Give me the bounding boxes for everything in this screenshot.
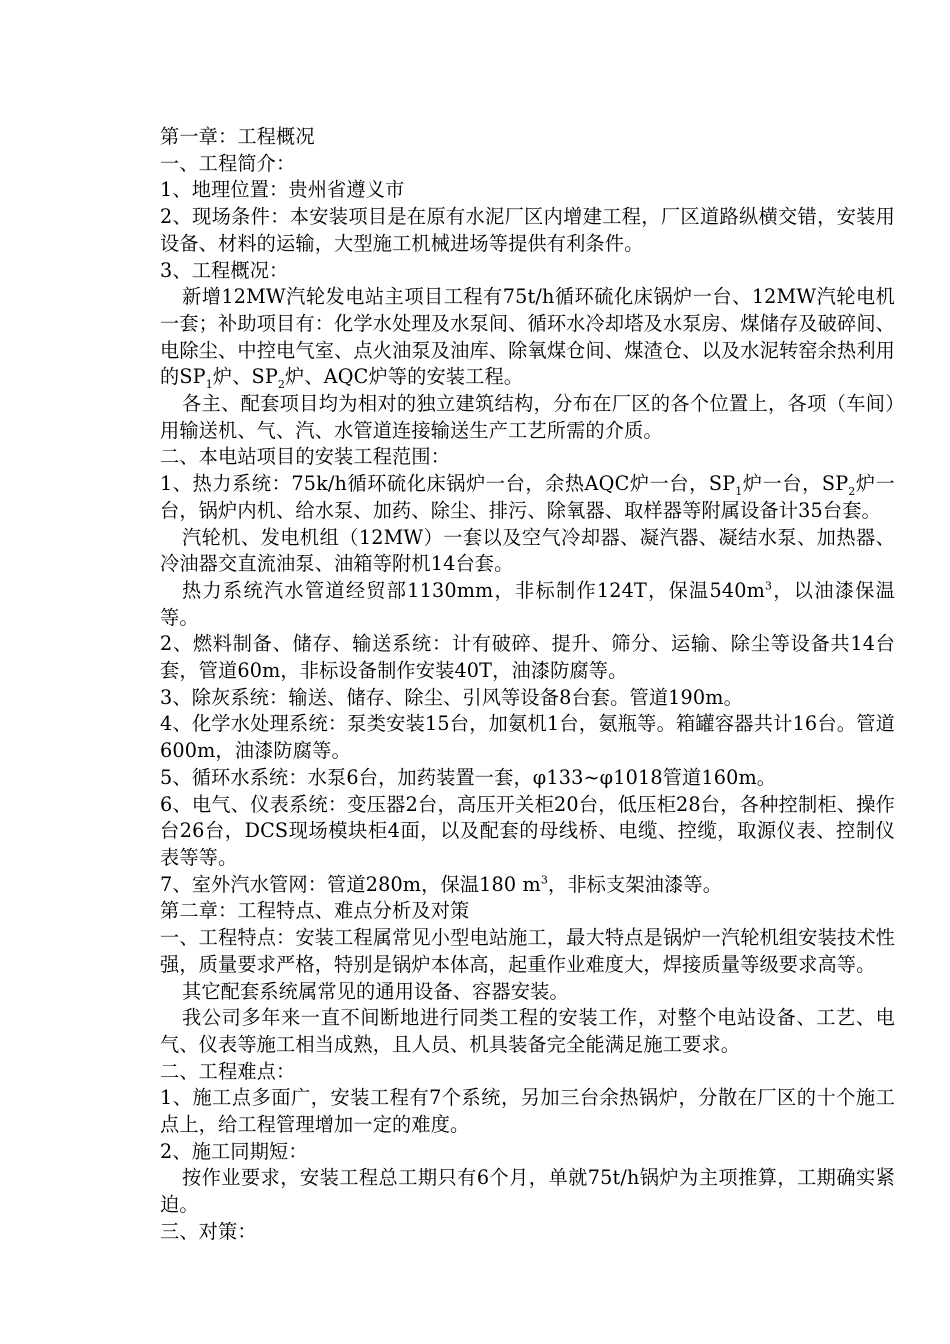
company-paragraph: 我公司多年来一直不间断地进行同类工程的安装工作，对整个电站设备、工艺、电气、仪表等施工相当成熟，且人员、机具装备完全能满足施工要求。: [160, 1006, 895, 1056]
water-treatment-item: 4、化学水处理系统：泵类安装15台，加氨机1台，氨瓶等。箱罐容器共计16台。管道600m，油漆防腐等。: [160, 712, 895, 763]
outdoor-pipe-item: 7、室外汽水管网：管道280m，保温180 $m^3$，非标支架油漆等。: [160, 872, 723, 896]
thermal-system-item: 1、热力系统：75k/h循环硫化床锅炉一台，余热AQC炉一台，$SP_1$炉一台，$SP_2$炉一台，锅炉内机、给水泵、加药、除尘、排污、除氧器、取样器等附属设备计35台套。: [160, 472, 895, 522]
turbine-paragraph: 汽轮机、发电机组（12MW）一套以及空气冷却器、凝汽器、凝结水泵、加热器、冷油器交直流油泵、油箱等附机14台套。: [160, 525, 895, 576]
project-overview-title: 3、工程概况：: [160, 258, 289, 282]
document-body: [160, 124, 895, 1246]
project-overview-paragraph: 新增12MW汽轮发电站主项目工程有75t/h循环硫化床锅炉一台、12MW汽轮电机一套；补助项目有：化学水处理及水泵间、循环水冷却塔及水泵房、煤储存及破碎间、电除尘、中控电气室、点火油泵及油库、除氧煤仓间、煤渣仓、以及水泥转窑余热利用的$SP_1$炉、$SP_2$炉、AQC炉等的安装工程。: [160, 285, 895, 392]
chapter-2-title: 第二章：工程特点、难点分析及对策: [160, 899, 470, 923]
circulating-water-item: 5、循环水系统：水泵6台，加药装置一套，φ133~φ1018管道160m。: [160, 765, 777, 789]
ash-system-item: 3、除灰系统：输送、储存、除尘、引风等设备8台套。管道190m。: [160, 685, 743, 709]
difficulty-2-paragraph: 按作业要求，安装工程总工期只有6个月，单就75t/h锅炉为主项推算，工期确实紧迫。: [160, 1166, 895, 1217]
difficulties-title: 二、工程难点：: [160, 1059, 296, 1083]
thermal-pipe-paragraph: 热力系统汽水管道经贸部1130mm，非标制作124T，保温$540m^3$，以油漆保温等。: [160, 578, 895, 629]
site-conditions-item: 2、现场条件：本安装项目是在原有水泥厂区内增建工程，厂区道路纵横交错，安装用设备、材料的运输，大型施工机械进场等提供有利条件。: [160, 205, 895, 255]
features-paragraph: 一、工程特点：安装工程属常见小型电站施工，最大特点是锅炉一汽轮机组安装技术性强，质量要求严格，特别是锅炉本体高，起重作业难度大，焊接质量等级要求高等。: [160, 926, 895, 976]
countermeasures-title: 三、对策：: [160, 1219, 257, 1243]
difficulty-1-paragraph: 1、施工点多面广，安装工程有7个系统，另加三台余热锅炉，分散在厂区的十个施工点上，给工程管理增加一定的难度。: [160, 1086, 895, 1137]
other-systems-paragraph: 其它配套系统属常见的通用设备、容器安装。: [182, 979, 569, 1003]
section-scope-title: 二、本电站项目的安装工程范围：: [160, 445, 451, 469]
location-item: 1、地理位置：贵州省遵义市: [160, 178, 405, 202]
chapter-1-title: 第一章：工程概况: [160, 125, 315, 148]
fuel-system-item: 2、燃料制备、储存、输送系统：计有破碎、提升、筛分、运输、除尘等设备共14台套，管道60m，非标设备制作安装40T，油漆防腐等。: [160, 632, 895, 683]
project-structure-paragraph: 各主、配套项目均为相对的独立建筑结构，分布在厂区的各个位置上，各项（车间）用输送机、气、汽、水管道连接输送生产工艺所需的介质。: [160, 392, 895, 442]
difficulty-2-title: 2、施工同期短：: [160, 1139, 308, 1163]
electrical-instrument-item: 6、电气、仪表系统：变压器2台，高压开关柜20台，低压柜28台，各种控制柜、操作台26台，DCS现场模块柜4面，以及配套的母线桥、电缆、控缆，取源仪表、控制仪表等等。: [160, 792, 895, 869]
section-project-intro-title: 一、工程简介：: [160, 151, 296, 175]
